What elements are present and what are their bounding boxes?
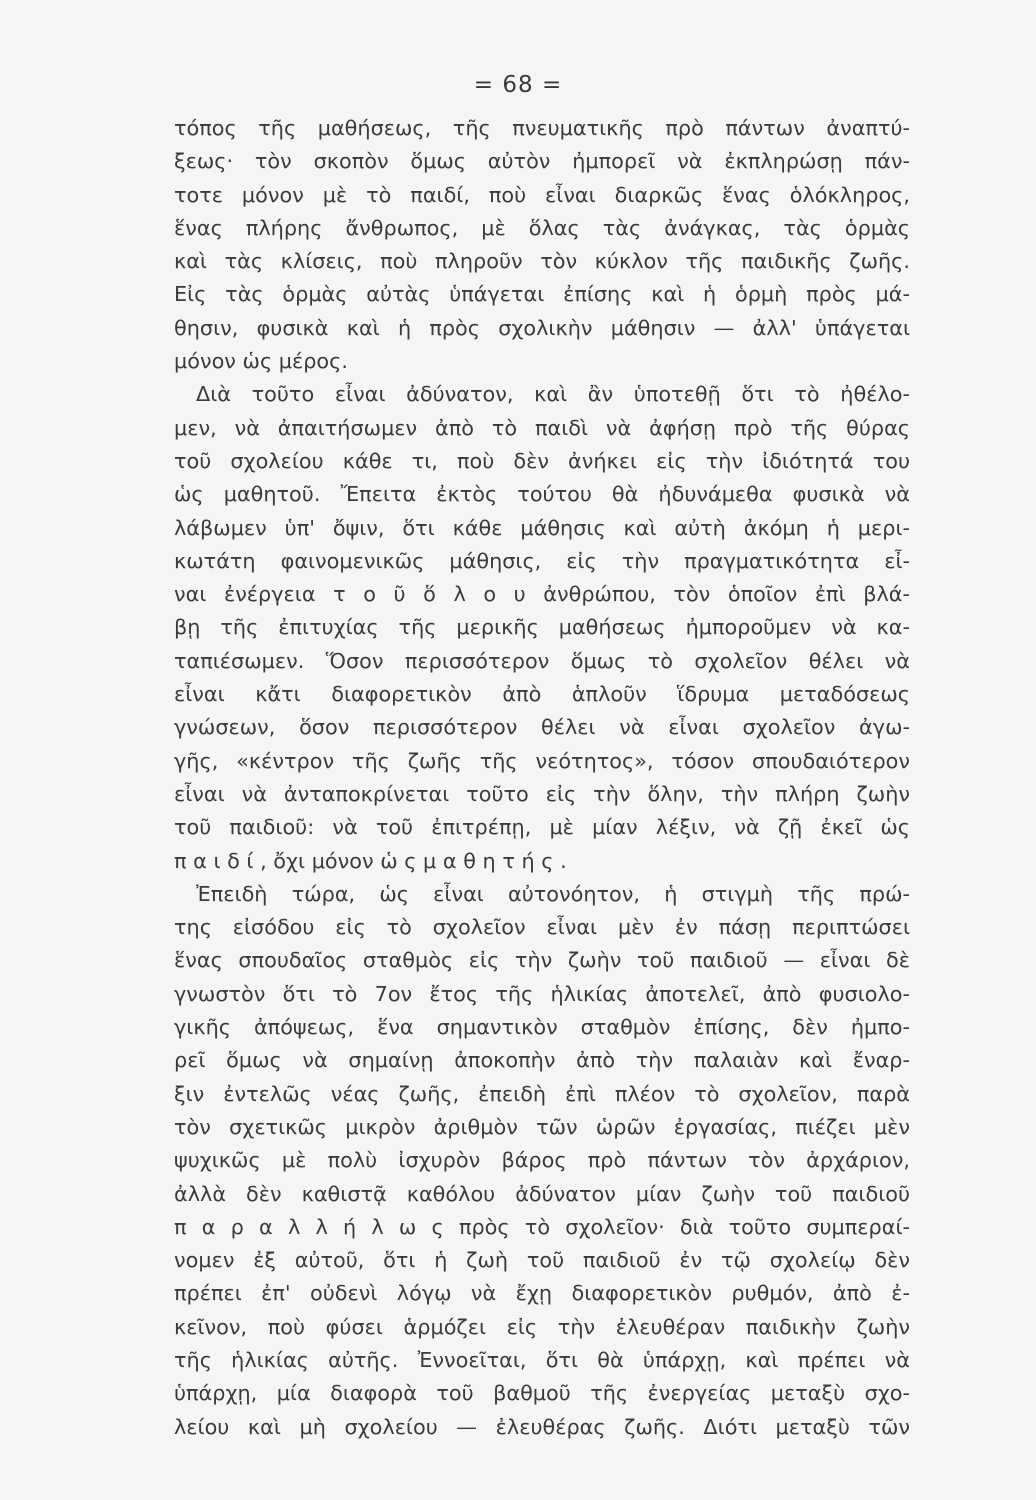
body-text	[174, 112, 910, 1444]
text-line: τοτε μόνον μὲ τὸ παιδί, ποὺ εἶναι διαρκῶς ἕνας ὁλόκληρος,	[174, 182, 910, 207]
text-line: ξεως· τὸν σκοπὸν ὅμως αὐτὸν ἠμπορεῖ νὰ ἐκπληρώσῃ πάν-	[174, 149, 910, 174]
text-line: ρεῖ ὅμως νὰ σημαίνῃ ἀποκοπὴν ἀπὸ τὴν παλαιὰν καὶ ἔναρ-	[174, 1048, 910, 1073]
text-line: καὶ τὰς κλίσεις, ποὺ πληροῦν τὸν κύκλον τῆς παιδικῆς ζωῆς.	[174, 249, 910, 274]
text-line: ὑπάρχῃ, μία διαφορὰ τοῦ βαθμοῦ τῆς ἐνεργείας μεταξὺ σχο-	[174, 1381, 910, 1406]
text-line: ξιν ἐντελῶς νέας ζωῆς, ἐπειδὴ ἐπὶ πλέον τὸ σχολεῖον, παρὰ	[174, 1081, 910, 1106]
text-line: θησιν, φυσικὰ καὶ ἡ πρὸς σχολικὴν μάθησιν — ἀλλ' ὑπάγεται	[174, 315, 910, 340]
text-line: εἶναι νὰ ἀνταποκρίνεται τοῦτο εἰς τὴν ὅλην, τὴν πλήρη ζωὴν	[174, 781, 910, 806]
text-line: τὸν σχετικῶς μικρὸν ἀριθμὸν τῶν ὡρῶν ἐργασίας, πιέζει μὲν	[174, 1114, 910, 1139]
text-line: ναι ἐνέργεια τ ο ῦ ὅ λ ο υ ἀνθρώπου, τὸν ὁποῖον ἐπὶ βλά-	[174, 582, 910, 607]
text-line: νομεν ἐξ αὐτοῦ, ὅτι ἡ ζωὴ τοῦ παιδιοῦ ἐν τῷ σχολείῳ δὲν	[174, 1248, 910, 1273]
text-line: τόπος τῆς μαθήσεως, τῆς πνευματικῆς πρὸ πάντων ἀναπτύ-	[174, 116, 910, 140]
text-line: μεν, νὰ ἀπαιτήσωμεν ἀπὸ τὸ παιδὶ νὰ ἀφήσῃ πρὸ τῆς θύρας	[174, 415, 910, 440]
text-line: ἕνας σπουδαῖος σταθμὸς εἰς τὴν ζωὴν τοῦ παιδιοῦ — εἶναι δὲ	[174, 948, 910, 973]
text-line: ψυχικῶς μὲ πολὺ ἰσχυρὸν βάρος πρὸ πάντων τὸν ἀρχάριον,	[174, 1148, 910, 1173]
text-line: π α ι δ ί , ὄχι μόνον ὡ ς μ α θ η τ ή ς .	[174, 848, 567, 873]
text-line: Εἰς τὰς ὁρμὰς αὐτὰς ὑπάγεται ἐπίσης καὶ ἡ ὁρμὴ πρὸς μά-	[174, 282, 910, 307]
text-line: γνώσεων, ὅσον περισσότερον θέλει νὰ εἶναι σχολεῖον ἀγω-	[174, 715, 910, 740]
text-line: βῃ τῆς ἐπιτυχίας τῆς μερικῆς μαθήσεως ἠμποροῦμεν νὰ κα-	[174, 615, 910, 640]
text-line: κεῖνον, ποὺ φύσει ἁρμόζει εἰς τὴν ἐλευθέραν παιδικὴν ζωὴν	[174, 1314, 910, 1339]
text-line: μόνον ὡς μέρος.	[174, 349, 348, 374]
text-line: πρέπει ἐπ' οὐδενὶ λόγῳ νὰ ἔχῃ διαφορετικὸν ρυθμόν, ἀπὸ ἐ-	[174, 1281, 910, 1306]
text-line: κωτάτη φαινομενικῶς μάθησις, εἰς τὴν πραγματικότητα εἶ-	[174, 548, 910, 573]
text-line: της εἰσόδου εἰς τὸ σχολεῖον εἶναι μὲν ἐν πάσῃ περιπτώσει	[174, 915, 910, 940]
text-line: γνωστὸν ὅτι τὸ 7ον ἔτος τῆς ἡλικίας ἀποτελεῖ, ἀπὸ φυσιολο-	[174, 981, 910, 1006]
text-line: Ἐπειδὴ τώρα, ὡς εἶναι αὐτονόητον, ἡ στιγμὴ τῆς πρώ-	[196, 881, 910, 906]
text-line: τοῦ σχολείου κάθε τι, ποὺ δὲν ἀνήκει εἰς τὴν ἰδιότητά του	[174, 448, 910, 473]
text-line: λάβωμεν ὑπ' ὄψιν, ὅτι κάθε μάθησις καὶ αὐτὴ ἀκόμη ἡ μερι-	[174, 515, 910, 540]
text-line: Διὰ τοῦτο εἶναι ἀδύνατον, καὶ ἂν ὑποτεθῇ ὅτι τὸ ἠθέλο-	[196, 382, 910, 407]
text-line: εἶναι κἄτι διαφορετικὸν ἀπὸ ἁπλοῦν ἵδρυμα μεταδόσεως	[174, 682, 910, 707]
text-line: π α ρ α λ λ ή λ ω ς πρὸς τὸ σχολεῖον· διὰ τοῦτο συμπεραί-	[174, 1214, 910, 1239]
text-line: ταπιέσωμεν. Ὅσον περισσότερον ὅμως τὸ σχολεῖον θέλει νὰ	[174, 648, 910, 673]
text-line: ὡς μαθητοῦ. Ἔπειτα ἐκτὸς τούτου θὰ ἠδυνάμεθα φυσικὰ νὰ	[174, 482, 910, 507]
text-line: γικῆς ἀπόψεως, ἕνα σημαντικὸν σταθμὸν ἐπίσης, δὲν ἠμπο-	[174, 1015, 910, 1040]
text-line: ἕνας πλήρης ἄνθρωπος, μὲ ὅλας τὰς ἀνάγκας, τὰς ὁρμὰς	[174, 215, 910, 240]
page-number: = 68 =	[473, 72, 563, 98]
text-line: τῆς ἡλικίας αὐτῆς. Ἐννοεῖται, ὅτι θὰ ὑπάρχῃ, καὶ πρέπει νὰ	[174, 1347, 910, 1372]
text-line: λείου καὶ μὴ σχολείου — ἐλευθέρας ζωῆς. Διότι μεταξὺ τῶν	[174, 1414, 910, 1439]
text-line: γῆς, «κέντρον τῆς ζωῆς τῆς νεότητος», τόσον σπουδαιότερον	[174, 748, 910, 773]
text-line: ἀλλὰ δὲν καθιστᾷ καθόλου ἀδύνατον μίαν ζωὴν τοῦ παιδιοῦ	[174, 1181, 910, 1206]
text-line: τοῦ παιδιοῦ: νὰ τοῦ ἐπιτρέπῃ, μὲ μίαν λέξιν, νὰ ζῇ ἐκεῖ ὡς	[174, 815, 910, 840]
